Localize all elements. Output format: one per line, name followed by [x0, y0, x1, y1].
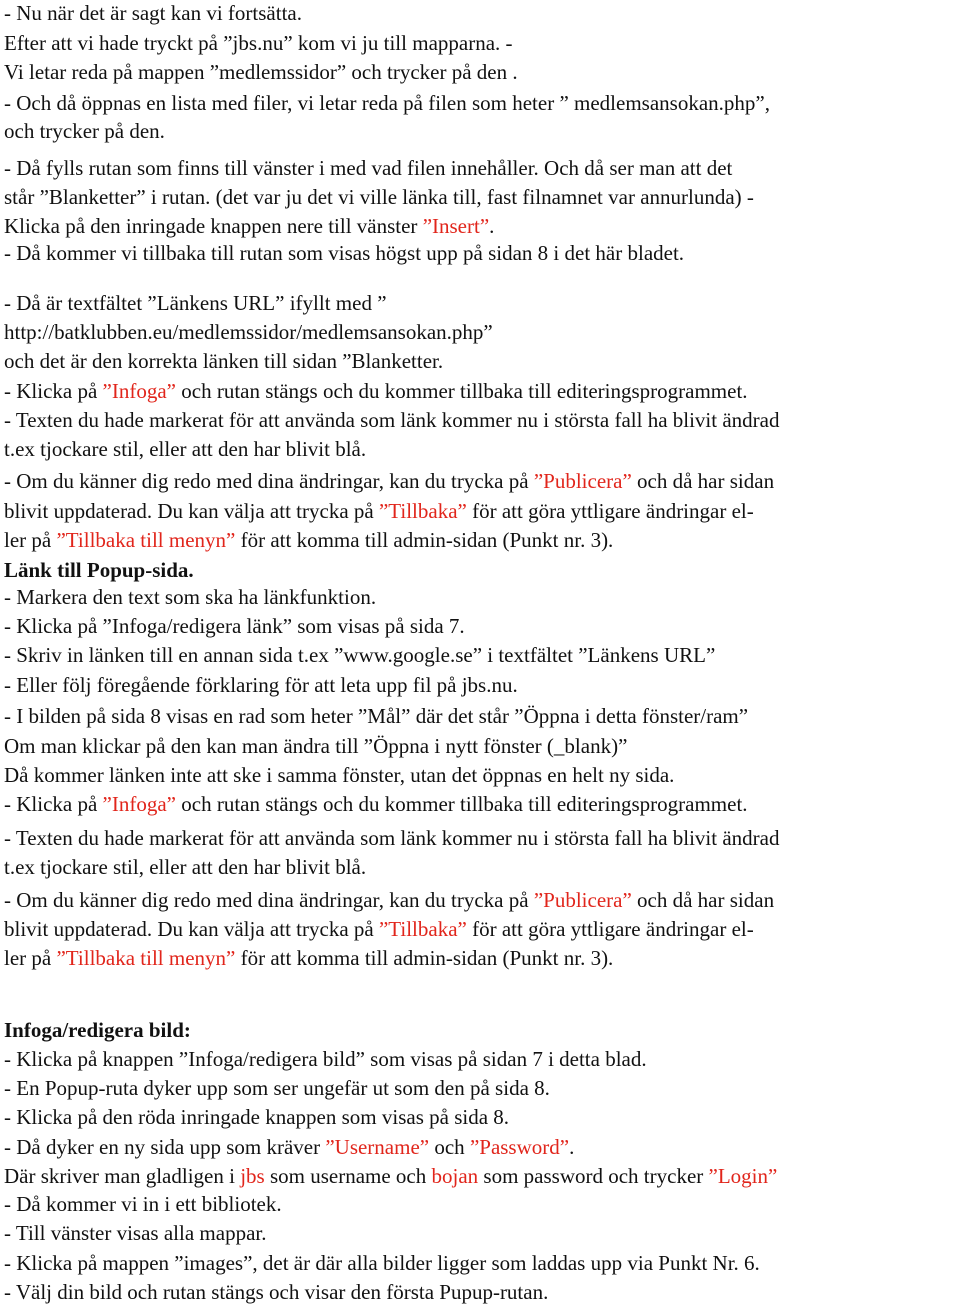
text-segment: .	[569, 1135, 575, 1159]
text-line	[4, 613, 465, 639]
text-segment: - Om du känner dig redo med dina ändringar, kan du trycka på	[4, 888, 534, 912]
highlighted-term: jbs	[240, 1164, 265, 1188]
text-segment: - Klicka på mappen ”images”, det är där alla bilder ligger som laddas upp via Punkt Nr. 6.	[4, 1251, 760, 1275]
text-segment: - Markera den text som ska ha länkfunktion.	[4, 585, 377, 609]
text-segment: för att göra yttligare ändringar el-	[466, 917, 754, 941]
text-line	[4, 1279, 548, 1305]
text-line	[4, 887, 774, 913]
text-segment: - I bilden på sida 8 visas en rad som heter ”Mål” där det står ”Öppna i detta fönster/ram”	[4, 704, 749, 728]
text-segment: för att komma till admin-sidan (Punkt nr. 3).	[235, 946, 614, 970]
text-line	[4, 1220, 266, 1246]
text-segment: - Nu när det är sagt kan vi fortsätta.	[4, 1, 302, 25]
text-line	[4, 213, 494, 239]
text-line	[4, 378, 748, 404]
section-heading: Länk till Popup-sida.	[4, 558, 194, 582]
text-line	[4, 1046, 647, 1072]
text-line	[4, 945, 613, 971]
text-segment: och då har sidan	[631, 469, 775, 493]
highlighted-term: ”Password”	[469, 1135, 570, 1159]
text-line	[4, 30, 513, 56]
text-segment: Om man klickar på den kan man ändra till ”Öppna i nytt fönster (_blank)”	[4, 734, 628, 758]
text-segment: som password och trycker	[478, 1164, 709, 1188]
text-segment: för att komma till admin-sidan (Punkt nr. 3).	[235, 528, 614, 552]
text-segment: - Klicka på knappen ”Infoga/redigera bild” som visas på sidan 7 i detta blad.	[4, 1047, 647, 1071]
text-segment: - Välj din bild och rutan stängs och visar den första Pupup-rutan.	[4, 1280, 549, 1304]
text-segment: Då kommer länken inte att ske i samma fönster, utan det öppnas en helt ny sida.	[4, 763, 675, 787]
text-segment: för att göra yttligare ändringar el-	[466, 499, 754, 523]
text-segment: t.ex tjockare stil, eller att den har blivit blå.	[4, 855, 367, 879]
text-line	[4, 498, 754, 524]
text-segment: ler på	[4, 528, 57, 552]
text-segment: blivit uppdaterad. Du kan välja att trycka på	[4, 917, 379, 941]
text-segment: - Klicka på ”Infoga/redigera länk” som visas på sida 7.	[4, 614, 465, 638]
highlighted-term: bojan	[431, 1164, 479, 1188]
text-line	[4, 854, 366, 880]
text-line	[4, 1104, 509, 1130]
text-segment: och det är den korrekta länken till sidan ”Blanketter.	[4, 349, 444, 373]
text-line	[4, 436, 366, 462]
text-segment: Vi letar reda på mappen ”medlemssidor” och trycker på den .	[4, 60, 518, 84]
text-line	[4, 527, 613, 553]
text-segment: - Klicka på	[4, 792, 103, 816]
text-segment: - Eller följ föregående förklaring för att leta upp fil på jbs.nu.	[4, 673, 518, 697]
text-line	[4, 59, 518, 85]
text-line	[4, 825, 779, 851]
text-line	[4, 1075, 550, 1101]
text-segment: står ”Blanketter” i rutan. (det var ju det vi ville länka till, fast filnamnet var annurlunda) -	[4, 185, 754, 209]
text-line	[4, 468, 774, 494]
highlighted-term: ”Tillbaka”	[378, 499, 467, 523]
text-line	[4, 240, 684, 266]
text-line	[4, 642, 715, 668]
highlighted-term: ”Insert”	[422, 214, 490, 238]
highlighted-term: ”Infoga”	[102, 379, 176, 403]
text-line	[4, 1017, 191, 1043]
text-line	[4, 0, 302, 26]
highlighted-term: ”Tillbaka till menyn”	[56, 946, 236, 970]
text-line	[4, 916, 754, 942]
text-line	[4, 733, 627, 759]
text-segment: - Klicka på den röda inringade knappen som visas på sida 8.	[4, 1105, 510, 1129]
text-line	[4, 1191, 282, 1217]
section-heading: Infoga/redigera bild:	[4, 1018, 191, 1042]
highlighted-term: ”Publicera”	[533, 888, 632, 912]
text-line	[4, 90, 770, 116]
text-segment: - En Popup-ruta dyker upp som ser ungefär ut som den på sida 8.	[4, 1076, 550, 1100]
text-line	[4, 155, 732, 181]
text-line	[4, 584, 376, 610]
text-segment: - Då kommer vi in i ett bibliotek.	[4, 1192, 282, 1216]
text-line	[4, 1250, 760, 1276]
text-segment: och	[429, 1135, 470, 1159]
highlighted-term: ”Tillbaka”	[378, 917, 467, 941]
text-segment: - Om du känner dig redo med dina ändringar, kan du trycka på	[4, 469, 534, 493]
text-segment: Där skriver man gladligen i	[4, 1164, 241, 1188]
text-segment: Efter att vi hade tryckt på ”jbs.nu” kom vi ju till mapparna. -	[4, 31, 513, 55]
highlighted-term: ”Tillbaka till menyn”	[56, 528, 236, 552]
text-segment: blivit uppdaterad. Du kan välja att trycka på	[4, 499, 379, 523]
text-line	[4, 319, 493, 345]
text-segment: och trycker på den.	[4, 119, 165, 143]
text-segment: - Texten du hade markerat för att använda som länk kommer nu i största fall ha blivit ändrad	[4, 826, 780, 850]
highlighted-term: ”Infoga”	[102, 792, 176, 816]
text-segment: .	[489, 214, 495, 238]
text-line	[4, 557, 194, 583]
text-segment: - Då är textfältet ”Länkens URL” ifyllt med ”	[4, 291, 387, 315]
text-line	[4, 407, 779, 433]
text-line	[4, 791, 748, 817]
highlighted-term: ”Publicera”	[533, 469, 632, 493]
text-line	[4, 672, 518, 698]
text-segment: och rutan stängs och du kommer tillbaka till editeringsprogrammet.	[176, 792, 748, 816]
text-segment: och då har sidan	[631, 888, 775, 912]
text-segment: - Och då öppnas en lista med filer, vi letar reda på filen som heter ” medlemsansokan.php”,	[4, 91, 770, 115]
highlighted-term: ”Username”	[325, 1135, 430, 1159]
highlighted-term: ”Login”	[708, 1164, 778, 1188]
text-segment: t.ex tjockare stil, eller att den har blivit blå.	[4, 437, 367, 461]
text-segment: ler på	[4, 946, 57, 970]
text-segment: som username och	[264, 1164, 432, 1188]
text-line	[4, 1163, 777, 1189]
text-line	[4, 762, 674, 788]
text-line	[4, 1134, 574, 1160]
text-segment: - Texten du hade markerat för att använda som länk kommer nu i största fall ha blivit ändrad	[4, 408, 780, 432]
text-segment: - Till vänster visas alla mappar.	[4, 1221, 267, 1245]
text-line	[4, 290, 387, 316]
text-segment: http://batklubben.eu/medlemssidor/medlemsansokan.php”	[4, 320, 493, 344]
text-segment: - Då dyker en ny sida upp som kräver	[4, 1135, 326, 1159]
text-segment: - Klicka på	[4, 379, 103, 403]
text-segment: - Då fylls rutan som finns till vänster i med vad filen innehåller. Och då ser man att det	[4, 156, 733, 180]
text-segment: - Då kommer vi tillbaka till rutan som visas högst upp på sidan 8 i det här bladet.	[4, 241, 685, 265]
text-segment: - Skriv in länken till en annan sida t.ex ”www.google.se” i textfältet ”Länkens URL”	[4, 643, 716, 667]
text-line	[4, 184, 754, 210]
text-line	[4, 348, 443, 374]
text-segment: och rutan stängs och du kommer tillbaka till editeringsprogrammet.	[176, 379, 748, 403]
text-segment: Klicka på den inringade knappen nere till vänster	[4, 214, 423, 238]
text-line	[4, 703, 748, 729]
text-line	[4, 118, 165, 144]
